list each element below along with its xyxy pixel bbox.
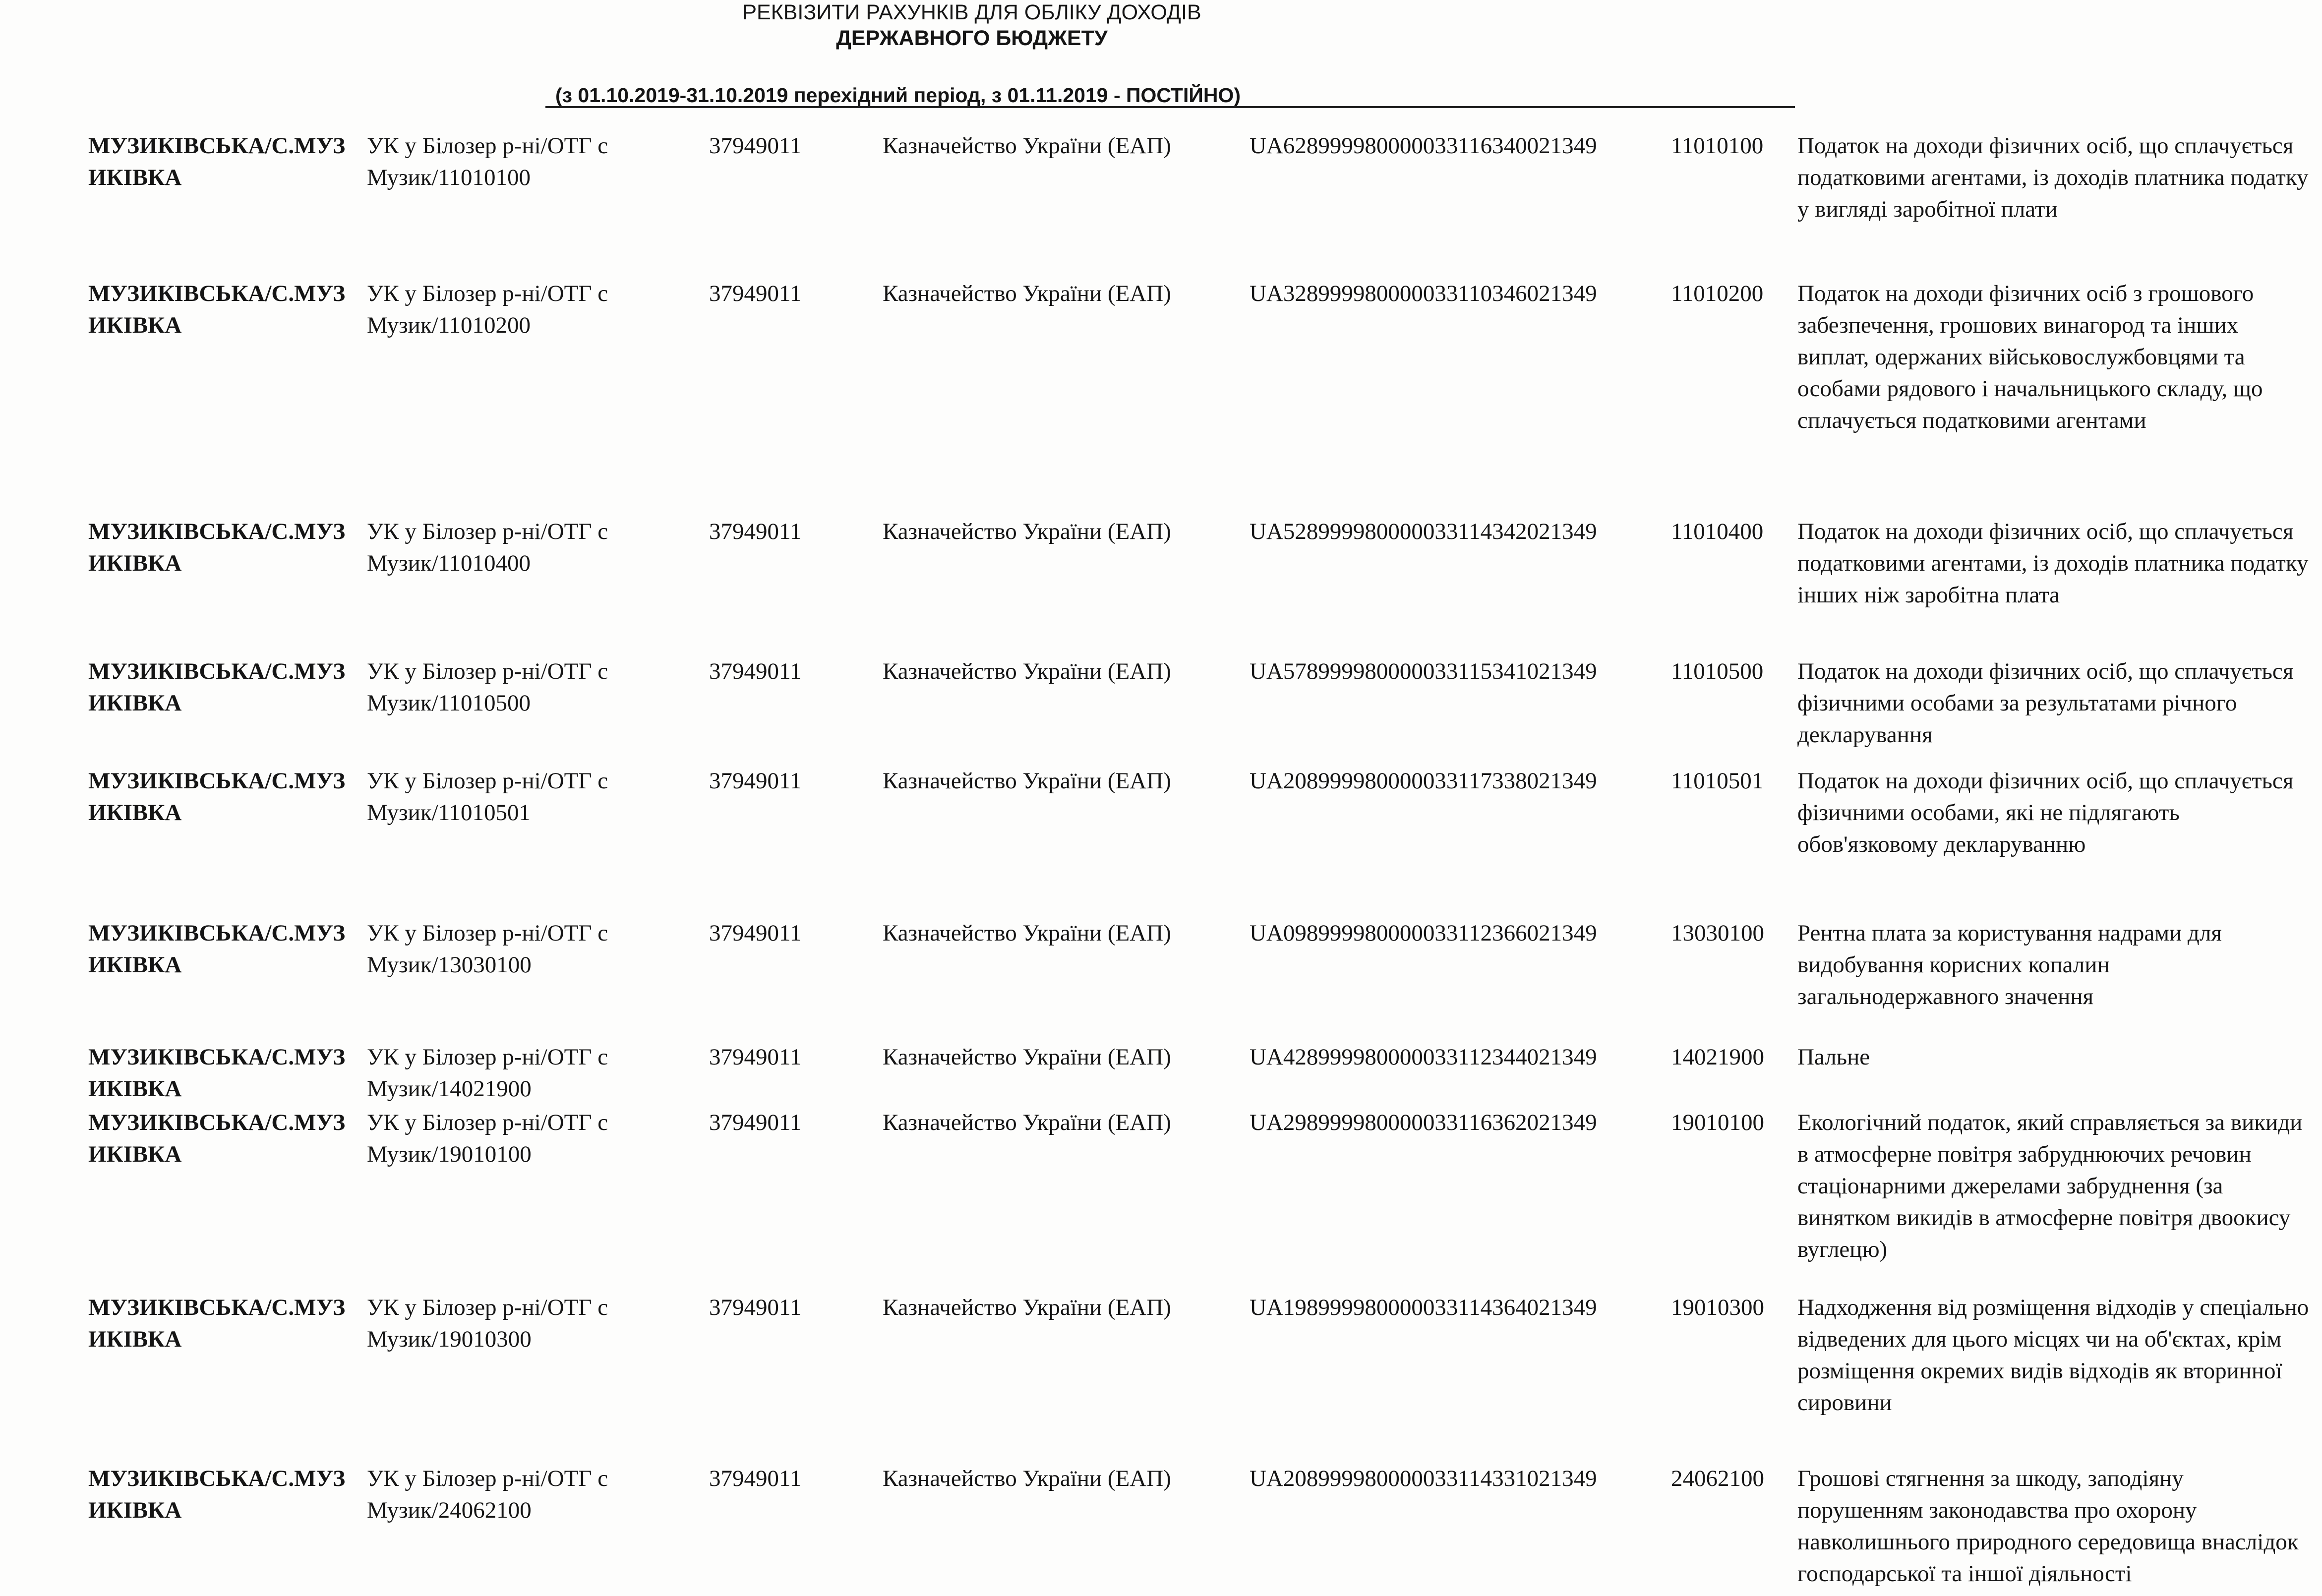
- code-cell: 37949011: [709, 519, 802, 544]
- bank-cell: Казначейство України (ЕАП): [883, 1044, 1171, 1070]
- code-cell: 37949011: [709, 1295, 802, 1320]
- uk-cell: УК у Білозер р-ні/ОТГ с Музик/24062100: [367, 1466, 608, 1523]
- uk-cell: УК у Білозер р-ні/ОТГ с Музик/11010501: [367, 768, 608, 826]
- desc-cell: Податок на доходи фізичних осіб, що сплачується податковими агентами, із доходів платника податку у вигляді заробітної плати: [1797, 133, 2309, 222]
- uk-cell: УК у Білозер р-ні/ОТГ с Музик/11010200: [367, 281, 608, 338]
- code-cell: 37949011: [709, 1466, 802, 1491]
- iban-cell: UA578999980000033115341021349: [1250, 658, 1597, 684]
- desc-cell: Податок на доходи фізичних осіб з грошового забезпечення, грошових винагород та інших виплат, одержаних військовослужбовцями та особами рядового і начальницького складу, що сплачується податковими агентами: [1797, 281, 2263, 433]
- bank-cell: Казначейство України (ЕАП): [883, 1295, 1171, 1320]
- org-cell: МУЗИКІВСЬКА/С.МУЗИКІВКА: [88, 133, 346, 190]
- code-cell: 37949011: [709, 920, 802, 946]
- kkd-cell: 11010200: [1671, 281, 1764, 306]
- uk-cell: УК у Білозер р-ні/ОТГ с Музик/13030100: [367, 920, 608, 978]
- iban-cell: UA208999980000033117338021349: [1250, 768, 1597, 794]
- bank-cell: Казначейство України (ЕАП): [883, 920, 1171, 946]
- bank-cell: Казначейство України (ЕАП): [883, 1466, 1171, 1491]
- bank-cell: Казначейство України (ЕАП): [883, 519, 1171, 544]
- kkd-cell: 13030100: [1671, 920, 1764, 946]
- org-cell: МУЗИКІВСЬКА/С.МУЗИКІВКА: [88, 920, 346, 978]
- kkd-cell: 11010500: [1671, 658, 1764, 684]
- iban-cell: UA208999980000033114331021349: [1250, 1466, 1597, 1491]
- bank-cell: Казначейство України (ЕАП): [883, 1110, 1171, 1135]
- code-cell: 37949011: [709, 658, 802, 684]
- org-cell: МУЗИКІВСЬКА/С.МУЗИКІВКА: [88, 1295, 346, 1352]
- code-cell: 37949011: [709, 1044, 802, 1070]
- uk-cell: УК у Білозер р-ні/ОТГ с Музик/19010100: [367, 1110, 608, 1167]
- uk-cell: УК у Білозер р-ні/ОТГ с Музик/11010100: [367, 133, 608, 190]
- code-cell: 37949011: [709, 768, 802, 794]
- desc-cell: Податок на доходи фізичних осіб, що сплачується фізичними особами, які не підлягають обов'язковому декларуванню: [1797, 768, 2294, 857]
- desc-cell: Надходження від розміщення відходів у спеціально відведених для цього місцях чи на об'єктах, крім розміщення окремих видів відходів як вторинної сировини: [1797, 1295, 2309, 1416]
- kkd-cell: 24062100: [1671, 1466, 1764, 1491]
- iban-cell: UA298999980000033116362021349: [1250, 1110, 1597, 1135]
- org-cell: МУЗИКІВСЬКА/С.МУЗИКІВКА: [88, 1044, 346, 1102]
- iban-cell: UA198999980000033114364021349: [1250, 1295, 1597, 1320]
- desc-cell: Податок на доходи фізичних осіб, що сплачується податковими агентами, із доходів платника податку інших ніж заробітна плата: [1797, 519, 2309, 608]
- desc-cell: Пальне: [1797, 1044, 1870, 1070]
- bank-cell: Казначейство України (ЕАП): [883, 768, 1171, 794]
- iban-cell: UA098999980000033112366021349: [1250, 920, 1597, 946]
- iban-cell: UA328999980000033110346021349: [1250, 281, 1597, 306]
- org-cell: МУЗИКІВСЬКА/С.МУЗИКІВКА: [88, 658, 346, 716]
- org-cell: МУЗИКІВСЬКА/С.МУЗИКІВКА: [88, 1110, 346, 1167]
- document-title-line2: ДЕРЖАВНОГО БЮДЖЕТУ: [836, 26, 1108, 50]
- code-cell: 37949011: [709, 281, 802, 306]
- code-cell: 37949011: [709, 133, 802, 159]
- uk-cell: УК у Білозер р-ні/ОТГ с Музик/19010300: [367, 1295, 608, 1352]
- document-title-line1: РЕКВІЗИТИ РАХУНКІВ ДЛЯ ОБЛІКУ ДОХОДІВ: [742, 0, 1201, 24]
- uk-cell: УК у Білозер р-ні/ОТГ с Музик/14021900: [367, 1044, 608, 1102]
- iban-cell: UA428999980000033112344021349: [1250, 1044, 1597, 1070]
- desc-cell: Екологічний податок, який справляється за викиди в атмосферне повітря забруднюючих речовин стаціонарними джерелами забруднення (за винятком викидів в атмосферне повітря двоокису вуглецю): [1797, 1110, 2303, 1262]
- desc-cell: Рентна плата за користування надрами для видобування корисних копалин загальнодержавного значення: [1797, 920, 2222, 1009]
- kkd-cell: 19010300: [1671, 1295, 1764, 1320]
- kkd-cell: 11010501: [1671, 768, 1764, 794]
- bank-cell: Казначейство України (ЕАП): [883, 133, 1171, 159]
- iban-cell: UA528999980000033114342021349: [1250, 519, 1597, 544]
- desc-cell: Грошові стягнення за шкоду, заподіяну порушенням законодавства про охорону навколишнього природного середовища внаслідок господарської та іншої діяльності: [1797, 1466, 2299, 1587]
- code-cell: 37949011: [709, 1110, 802, 1135]
- kkd-cell: 19010100: [1671, 1110, 1764, 1135]
- org-cell: МУЗИКІВСЬКА/С.МУЗИКІВКА: [88, 519, 346, 576]
- bank-cell: Казначейство України (ЕАП): [883, 281, 1171, 306]
- org-cell: МУЗИКІВСЬКА/С.МУЗИКІВКА: [88, 768, 346, 826]
- org-cell: МУЗИКІВСЬКА/С.МУЗИКІВКА: [88, 281, 346, 338]
- iban-cell: UA628999980000033116340021349: [1250, 133, 1597, 159]
- org-cell: МУЗИКІВСЬКА/С.МУЗИКІВКА: [88, 1466, 346, 1523]
- kkd-cell: 14021900: [1671, 1044, 1764, 1070]
- bank-cell: Казначейство України (ЕАП): [883, 658, 1171, 684]
- uk-cell: УК у Білозер р-ні/ОТГ с Музик/11010400: [367, 519, 608, 576]
- document-period: (з 01.10.2019-31.10.2019 перехідний період, з 01.11.2019 - ПОСТІЙНО): [545, 83, 1795, 108]
- desc-cell: Податок на доходи фізичних осіб, що сплачується фізичними особами за результатами річного декларування: [1797, 658, 2294, 748]
- kkd-cell: 11010400: [1671, 519, 1764, 544]
- uk-cell: УК у Білозер р-ні/ОТГ с Музик/11010500: [367, 658, 608, 716]
- kkd-cell: 11010100: [1671, 133, 1764, 159]
